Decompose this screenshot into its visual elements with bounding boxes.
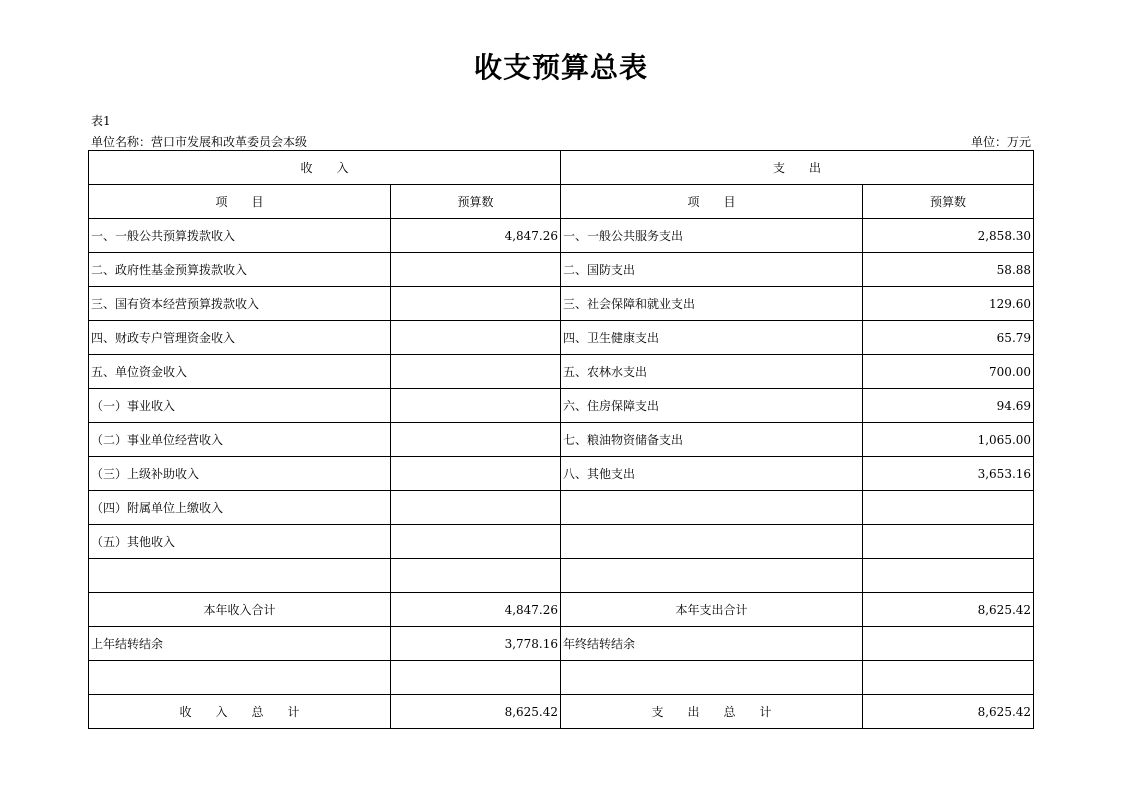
expense-value <box>863 491 1034 525</box>
year-income-total-label: 本年收入合计 <box>89 593 391 627</box>
income-item <box>89 559 391 593</box>
table-row <box>89 219 1034 253</box>
income-item: 二、政府性基金预算拨款收入 <box>89 253 391 287</box>
income-section-header: 收 入 <box>89 151 561 185</box>
expense-value: 2,858.30 <box>863 219 1034 253</box>
income-value <box>391 253 561 287</box>
table-row <box>89 457 1034 491</box>
page-title: 收支预算总表 <box>473 51 648 84</box>
expense-value <box>863 559 1034 593</box>
income-value <box>391 355 561 389</box>
expense-item: 五、农林水支出 <box>561 355 863 389</box>
income-value <box>391 457 561 491</box>
income-value <box>391 389 561 423</box>
table-row <box>89 321 1034 355</box>
carry-in-value: 3,778.16 <box>391 627 561 661</box>
grand-income-total-label: 收 入 总 计 <box>89 695 391 729</box>
section-header-row <box>89 151 1034 185</box>
expense-item: 二、国防支出 <box>561 253 863 287</box>
income-item-header: 项 目 <box>89 185 391 219</box>
budget-summary-table <box>88 150 1034 729</box>
expense-item: 一、一般公共服务支出 <box>561 219 863 253</box>
expense-value: 3,653.16 <box>863 457 1034 491</box>
income-item: 五、单位资金收入 <box>89 355 391 389</box>
income-item: 四、财政专户管理资金收入 <box>89 321 391 355</box>
blank-cell <box>561 661 863 695</box>
expense-item: 四、卫生健康支出 <box>561 321 863 355</box>
income-item: （三）上级补助收入 <box>89 457 391 491</box>
income-item: （一）事业收入 <box>89 389 391 423</box>
income-item: （四）附属单位上缴收入 <box>89 491 391 525</box>
table-row <box>89 525 1034 559</box>
expense-item: 六、住房保障支出 <box>561 389 863 423</box>
table-row <box>89 389 1034 423</box>
expense-item <box>561 559 863 593</box>
carry-out-label: 年终结转结余 <box>561 627 863 661</box>
carryover-row <box>89 627 1034 661</box>
blank-cell <box>863 661 1034 695</box>
income-value: 4,847.26 <box>391 219 561 253</box>
income-item: （五）其他收入 <box>89 525 391 559</box>
expense-budget-header: 预算数 <box>863 185 1034 219</box>
carry-out-value <box>863 627 1034 661</box>
table-row <box>89 423 1034 457</box>
expense-value: 58.88 <box>863 253 1034 287</box>
income-value <box>391 423 561 457</box>
expense-value: 129.60 <box>863 287 1034 321</box>
expense-item: 三、社会保障和就业支出 <box>561 287 863 321</box>
expense-value: 700.00 <box>863 355 1034 389</box>
grand-total-row <box>89 695 1034 729</box>
table-row <box>89 355 1034 389</box>
expense-value: 94.69 <box>863 389 1034 423</box>
expense-item: 七、粮油物资储备支出 <box>561 423 863 457</box>
year-total-row <box>89 593 1034 627</box>
grand-expense-total-value: 8,625.42 <box>863 695 1034 729</box>
blank-cell <box>89 661 391 695</box>
unit-name: 单位名称：营口市发展和改革委员会本级 <box>91 135 308 149</box>
income-value <box>391 525 561 559</box>
table-number: 表1 <box>91 114 111 128</box>
blank-row <box>89 661 1034 695</box>
currency-unit: 单位：万元 <box>970 135 1031 149</box>
expense-item <box>561 525 863 559</box>
carry-in-label: 上年结转结余 <box>89 627 391 661</box>
expense-section-header: 支 出 <box>561 151 1034 185</box>
year-expense-total-value: 8,625.42 <box>863 593 1034 627</box>
table-row <box>89 253 1034 287</box>
column-header-row <box>89 185 1034 219</box>
income-value <box>391 321 561 355</box>
expense-item-header: 项 目 <box>561 185 863 219</box>
income-budget-header: 预算数 <box>391 185 561 219</box>
income-item: 一、一般公共预算拨款收入 <box>89 219 391 253</box>
income-value <box>391 559 561 593</box>
grand-expense-total-label: 支 出 总 计 <box>561 695 863 729</box>
table-row <box>89 559 1034 593</box>
expense-item: 八、其他支出 <box>561 457 863 491</box>
expense-value: 1,065.00 <box>863 423 1034 457</box>
expense-item <box>561 491 863 525</box>
year-income-total-value: 4,847.26 <box>391 593 561 627</box>
income-item: 三、国有资本经营预算拨款收入 <box>89 287 391 321</box>
expense-value: 65.79 <box>863 321 1034 355</box>
blank-cell <box>391 661 561 695</box>
income-value <box>391 491 561 525</box>
income-item: （二）事业单位经营收入 <box>89 423 391 457</box>
grand-income-total-value: 8,625.42 <box>391 695 561 729</box>
table-row <box>89 491 1034 525</box>
expense-value <box>863 525 1034 559</box>
table-row <box>89 287 1034 321</box>
year-expense-total-label: 本年支出合计 <box>561 593 863 627</box>
income-value <box>391 287 561 321</box>
